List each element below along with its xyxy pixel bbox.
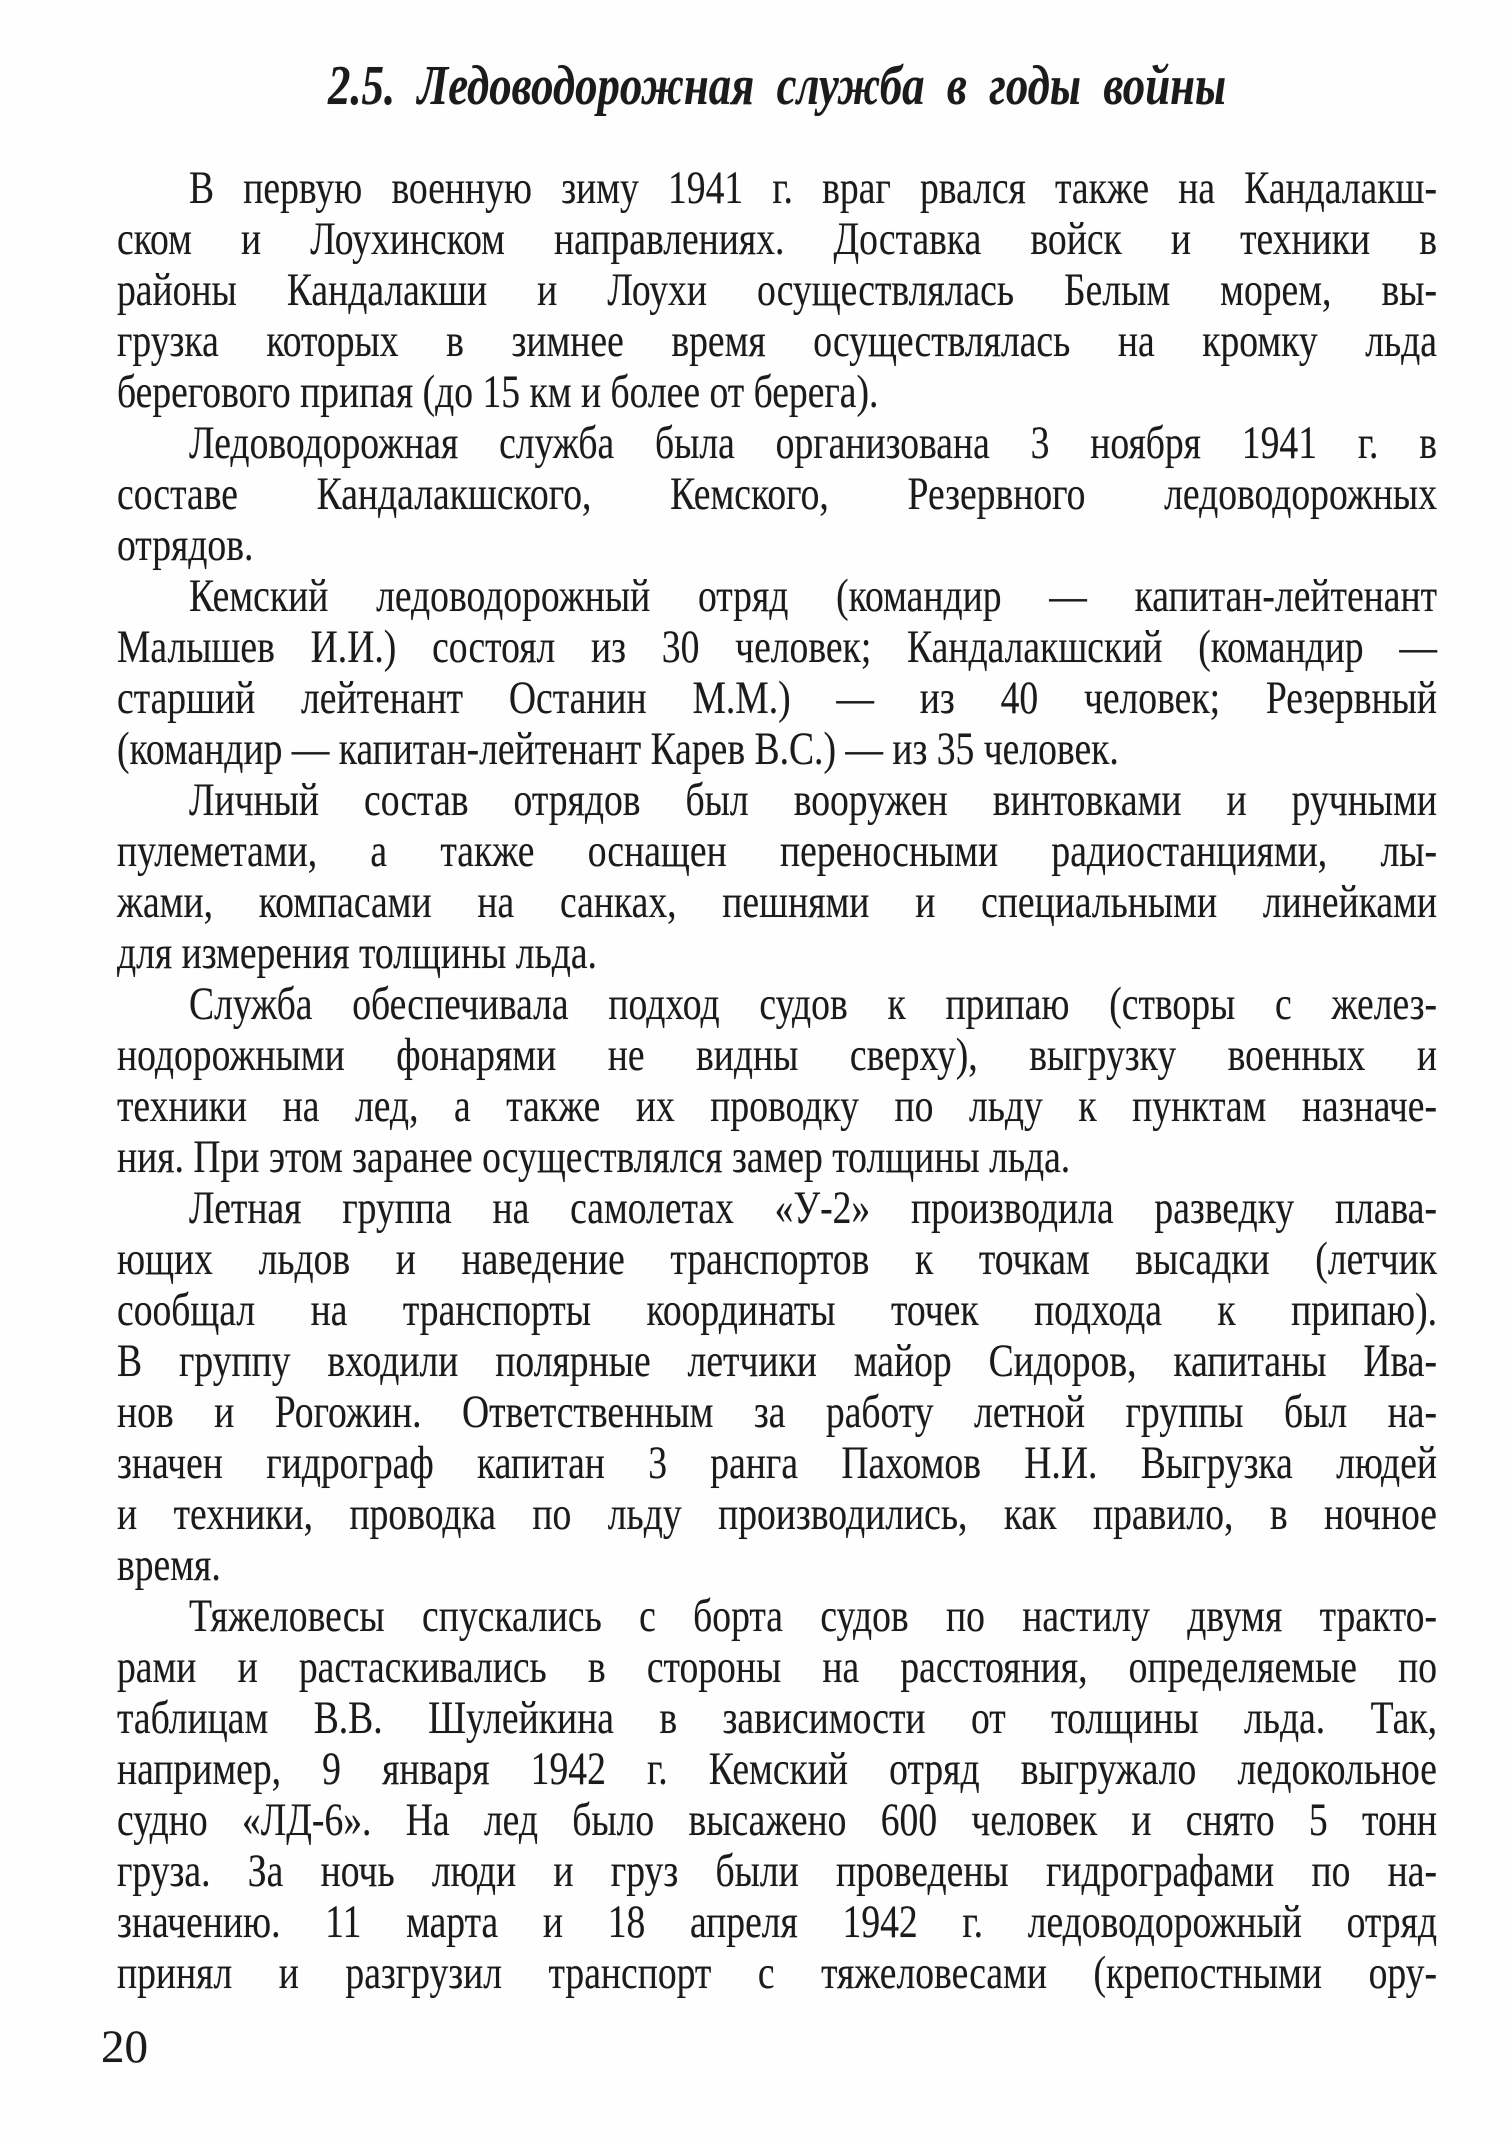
text-line: ния. При этом заранее осуществлялся замер толщины льда. bbox=[117, 1131, 1071, 1183]
text-line: Ледоводорожная служба была организована 3 ноября 1941 г. в bbox=[189, 417, 1437, 469]
text-line: (командир — капитан-лейтенант Карев В.С.) — из 35 человек. bbox=[117, 723, 1119, 775]
text-line: Летная группа на самолетах «У-2» производила разведку плава- bbox=[189, 1182, 1437, 1234]
text-line: и техники, проводка по льду производились, как правило, в ночное bbox=[117, 1488, 1437, 1540]
text-line: берегового припая (до 15 км и более от берега). bbox=[117, 366, 879, 418]
text-line: районы Кандалакши и Лоухи осуществлялась Белым морем, вы- bbox=[117, 264, 1437, 316]
text-line: составе Кандалакшского, Кемского, Резервного ледоводорожных bbox=[117, 468, 1437, 520]
text-line: старший лейтенант Останин М.М.) — из 40 человек; Резервный bbox=[117, 672, 1437, 724]
text-line: жами, компасами на санках, пешнями и специальными линейками bbox=[117, 876, 1437, 928]
text-line: для измерения толщины льда. bbox=[117, 927, 597, 979]
text-line: значению. 11 марта и 18 апреля 1942 г. ледоводорожный отряд bbox=[117, 1896, 1437, 1948]
text-line: Личный состав отрядов был вооружен винтовками и ручными bbox=[189, 774, 1437, 826]
paragraph bbox=[117, 163, 1437, 418]
paragraph bbox=[117, 775, 1437, 979]
text-line: принял и разгрузил транспорт с тяжеловесами (крепостными ору- bbox=[117, 1947, 1437, 1999]
text-line: техники на лед, а также их проводку по льду к пунктам назначе- bbox=[117, 1080, 1437, 1132]
text-line: значен гидрограф капитан 3 ранга Пахомов Н.И. Выгрузка людей bbox=[117, 1437, 1437, 1489]
text-line: Малышев И.И.) состоял из 30 человек; Кандалакшский (командир — bbox=[117, 621, 1437, 673]
text-line: В первую военную зиму 1941 г. враг рвался также на Кандалакш- bbox=[189, 162, 1437, 214]
text-line: груза. За ночь люди и груз были проведены гидрографами по на- bbox=[117, 1845, 1437, 1897]
text-line: Кемский ледоводорожный отряд (командир — капитан-лейтенант bbox=[189, 570, 1437, 622]
section-title: 2.5. Ледоводорожная служба в годы войны bbox=[327, 55, 1227, 117]
text-line: нов и Рогожин. Ответственным за работу летной группы был на- bbox=[117, 1386, 1437, 1438]
text-column bbox=[117, 56, 1437, 1999]
text-line: ющих льдов и наведение транспортов к точкам высадки (летчик bbox=[117, 1233, 1437, 1285]
text-line: Тяжеловесы спускались с борта судов по настилу двумя тракто- bbox=[189, 1590, 1437, 1642]
text-block bbox=[117, 163, 1437, 1999]
text-line: судно «ЛД-6». На лед было высажено 600 человек и снято 5 тонн bbox=[117, 1794, 1437, 1846]
paragraph bbox=[117, 979, 1437, 1183]
text-line: пулеметами, а также оснащен переносными радиостанциями, лы- bbox=[117, 825, 1437, 877]
text-line: время. bbox=[117, 1539, 221, 1591]
text-line: В группу входили полярные летчики майор Сидоров, капитаны Ива- bbox=[117, 1335, 1437, 1387]
paragraph bbox=[117, 571, 1437, 775]
text-line: рами и растаскивались в стороны на расстояния, определяемые по bbox=[117, 1641, 1437, 1693]
page-number: 20 bbox=[101, 2021, 148, 2073]
text-line: грузка которых в зимнее время осуществлялась на кромку льда bbox=[117, 315, 1437, 367]
text-line: например, 9 января 1942 г. Кемский отряд выгружало ледокольное bbox=[117, 1743, 1437, 1795]
paragraph bbox=[117, 418, 1437, 571]
text-line: нодорожными фонарями не видны сверху), выгрузку военных и bbox=[117, 1029, 1437, 1081]
text-line: сообщал на транспорты координаты точек подхода к припаю). bbox=[117, 1284, 1437, 1336]
paragraph bbox=[117, 1591, 1437, 1999]
text-line: таблицам В.В. Шулейкина в зависимости от толщины льда. Так, bbox=[117, 1692, 1437, 1744]
text-line: отрядов. bbox=[117, 519, 254, 571]
paragraph bbox=[117, 1183, 1437, 1591]
text-line: ском и Лоухинском направлениях. Доставка войск и техники в bbox=[117, 213, 1437, 265]
text-line: Служба обеспечивала подход судов к припаю (створы с желез- bbox=[189, 978, 1437, 1030]
